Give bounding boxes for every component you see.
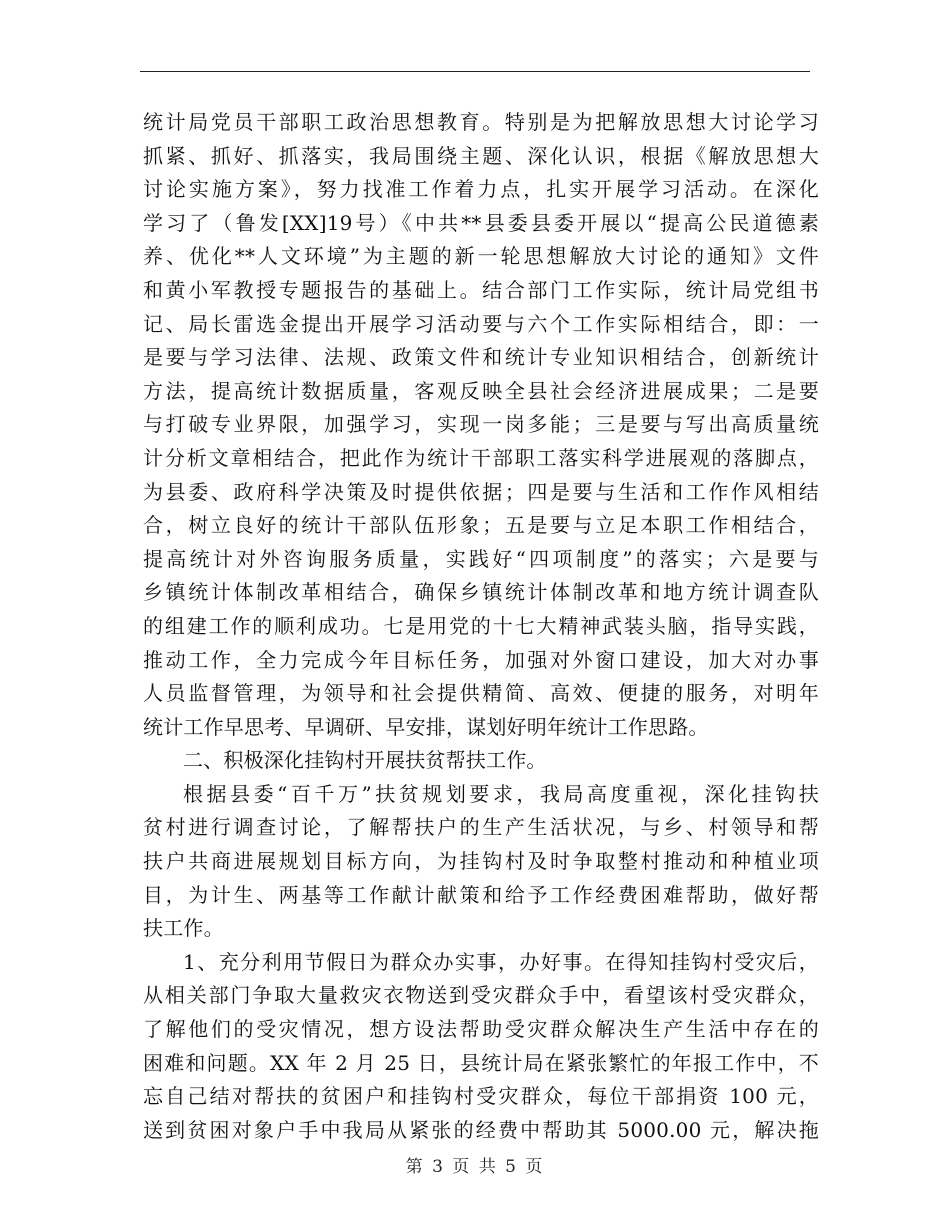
text-line: 推动工作，全力完成今年目标任务，加强对外窗口建设，加大对办事 xyxy=(143,647,819,672)
text-line: 方法，提高统计数据质量，客观反映全县社会经济进展成果；二是要 xyxy=(143,378,819,403)
text-line: 学习了（鲁发[XX]19号）《中共**县委县委开展以“提高公民道德素 xyxy=(143,210,819,235)
document-body xyxy=(143,106,819,1147)
text-line: 从相关部门争取大量救灾衣物送到受灾群众手中，看望该村受灾群众， xyxy=(143,983,819,1008)
text-line: 困难和问题。XX 年 2 月 25 日，县统计局在紧张繁忙的年报工作中，不 xyxy=(143,1050,819,1075)
text-line: 扶工作。 xyxy=(143,916,224,941)
text-line: 的组建工作的顺利成功。七是用党的十七大精神武装头脑，指导实践， xyxy=(143,613,819,638)
text-line: 根据县委“百千万”扶贫规划要求，我局高度重视，深化挂钩扶 xyxy=(183,781,819,806)
text-line: 目，为计生、两基等工作献计献策和给予工作经费困难帮助，做好帮 xyxy=(143,882,819,907)
text-line: 是要与学习法律、法规、政策文件和统计专业知识相结合，创新统计 xyxy=(143,345,819,370)
text-line: 养、优化**人文环境”为主题的新一轮思想解放大讨论的通知》文件 xyxy=(143,244,819,269)
text-line: 讨论实施方案》，努力找准工作着力点，扎实开展学习活动。在深化 xyxy=(143,177,819,202)
text-line: 人员监督管理，为领导和社会提供精简、高效、便捷的服务，对明年 xyxy=(143,681,819,706)
text-line: 和黄小军教授专题报告的基础上。结合部门工作实际，统计局党组书 xyxy=(143,277,819,302)
text-line: 提高统计对外咨询服务质量，实践好“四项制度”的落实；六是要与 xyxy=(143,546,819,571)
header-rule xyxy=(140,71,810,72)
page-number: 第 3 页 共 5 页 xyxy=(405,1157,545,1177)
text-line: 了解他们的受灾情况，想方设法帮助受灾群众解决生产生活中存在的 xyxy=(143,1017,819,1042)
text-line: 送到贫困对象户手中我局从紧张的经费中帮助其 5000.00 元，解决拖 xyxy=(143,1117,819,1142)
text-line: 二、积极深化挂钩村开展扶贫帮扶工作。 xyxy=(183,748,547,773)
text-line: 统计局党员干部职工政治思想教育。特别是为把解放思想大讨论学习 xyxy=(143,110,819,134)
text-line: 为县委、政府科学决策及时提供依据；四是要与生活和工作作风相结 xyxy=(143,479,819,504)
text-line: 记、局长雷选金提出开展学习活动要与六个工作实际相结合，即：一 xyxy=(143,311,819,336)
text-line: 统计工作早思考、早调研、早安排，谋划好明年统计工作思路。 xyxy=(143,714,709,739)
text-line: 乡镇统计体制改革相结合，确保乡镇统计体制改革和地方统计调查队 xyxy=(143,580,819,605)
text-line: 合，树立良好的统计干部队伍形象；五是要与立足本职工作相结合， xyxy=(143,513,819,538)
text-line: 忘自己结对帮扶的贫困户和挂钩村受灾群众，每位干部捐资 100 元， xyxy=(143,1084,819,1109)
text-line: 抓紧、抓好、抓落实，我局围绕主题、深化认识，根据《解放思想大 xyxy=(143,143,819,168)
text-line: 扶户共商进展规划目标方向，为挂钩村及时争取整村推动和种植业项 xyxy=(143,849,819,874)
text-line: 贫村进行调查讨论，了解帮扶户的生产生活状况，与乡、村领导和帮 xyxy=(143,815,819,840)
text-line: 1、充分利用节假日为群众办实事，办好事。在得知挂钩村受灾后， xyxy=(183,949,819,974)
text-line: 计分析文章相结合，把此作为统计干部职工落实科学进展观的落脚点， xyxy=(143,445,819,470)
text-line: 与打破专业界限，加强学习，实现一岗多能；三是要与写出高质量统 xyxy=(143,412,819,437)
